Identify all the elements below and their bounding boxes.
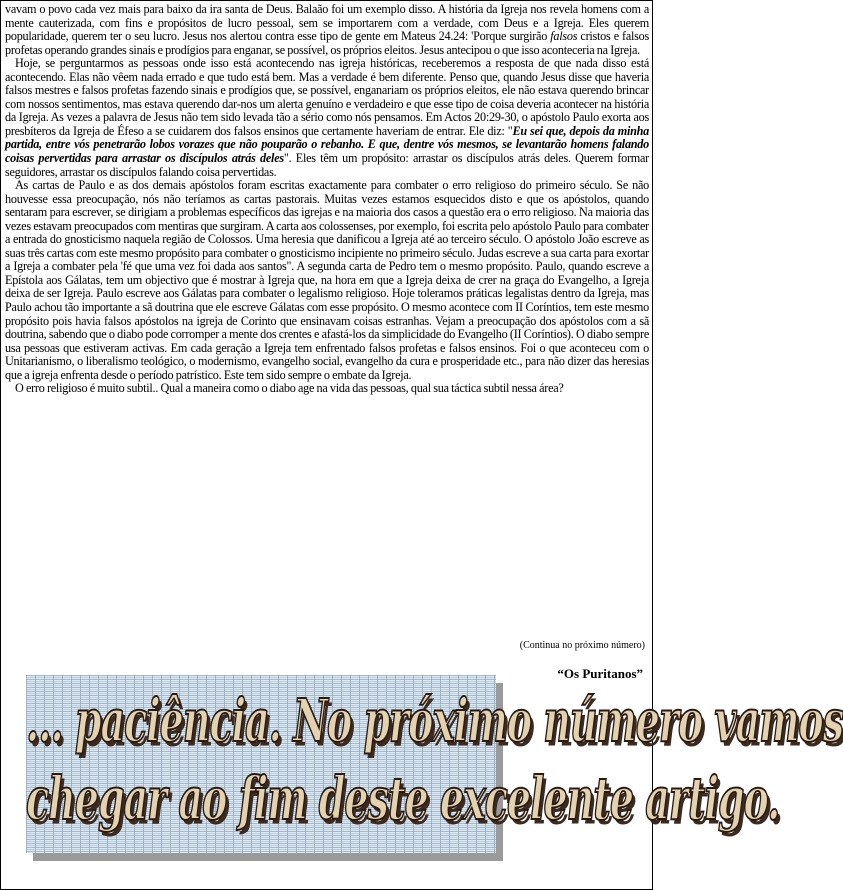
article-body xyxy=(5,3,649,396)
closing-banner xyxy=(26,675,843,853)
paragraph-2-end: ". Eles têm um propósito: arrastar os discípulos atrás deles. Querem formar seguidores, arrastar os discípulos falando coisa pervertidas. xyxy=(5,151,649,179)
italic-word-falsos: falsos xyxy=(550,29,578,44)
paragraph-2-text: Hoje, se perguntarmos as pessoas onde isso está acontecendo nas igreja históricas, receberemos a resposta de que nada disso está acontecendo. Elas não vêem nada errado e que tudo está bem. Mas a verdade é bem diferente. Penso que, quando Jesus disse que haveria falsos mestres e falsos profetas fazendo sinais e prodígios que, se possível, enganariam os próprios eleitos, ele não estava querendo brincar com nossos sentimentos, mas estava querendo dar-nos um alerta genuíno e verdadeiro e que esse tipo de coisa deveria acontecer na história da Igreja. As vezes a palavra de Jesus não tem sido levada tão a sério como nós pensamos. Em Actos 20:29-30, o apóstolo Paulo exorta aos presbíteros da Igreja de Éfeso a se cuidarem dos falsos ensinos que certamente haveriam de entrar. Ele diz: " xyxy=(5,56,649,138)
continued-note: (Continua no próximo número) xyxy=(519,640,645,651)
paragraph-2 xyxy=(5,57,649,179)
paragraph-1-text: vavam o povo cada vez mais para baixo da ira santa de Deus. Balaão foi um exemplo disso. A história da Igreja nos revela homens com a mente cauterizada, com fins e propósitos de lucro pessoal, sem se importarem com a verdade, com Deus e a Igreja. Eles querem popularidade, querem ter o seu lucro. Jesus nos alertou contra esse tipo de gente em Mateus 24.24: 'Porque surgirão xyxy=(5,2,649,44)
paragraph-4: O erro religioso é muito subtil.. Qual a maneira como o diabo age na vida das pessoas, qual sua táctica subtil nessa área? xyxy=(15,381,564,396)
scripture-quote: Eu sei que, depois da minha partida, entre vós penetrarão lobos vorazes que não pouparão o rebanho. E que, dentre vós mesmos, se levantarão homens falando coisas pervertidas para arrastar os discípulos atrás deles xyxy=(5,123,649,166)
paragraph-3: As cartas de Paulo e as dos demais apóstolos foram escritas exactamente para combater o erro religioso do primeiro século. Se não houvesse essa preocupação, nós não teríamos as cartas pastorais. Muitas vezes estamos esquecidos disto e que os apóstolos, quando sentaram para escrever, se dirigiam a problemas específicos das igrejas e na maioria dos casos a questão era o erro religioso. Na maioria das vezes estavam preocupados com mentiras que surgiram. A carta aos colossenses, por exemplo, foi escrita pelo apóstolo Paulo para combater a entrada do gnosticismo naquela região de Colossos. Uma heresia que danificou a Igreja até ao terceiro século. O apóstolo João escreve as suas três cartas com este mesmo propósito para combater o gnosticismo incipiente no primeiro século. Judas escreve a sua carta para exortar a Igreja a combater pela 'fé que uma vez foi dada aos santos". A segunda carta de Pedro tem o mesmo propósito. Paulo, quando escreve a Epístola aos Gálatas, tem um objectivo que é mostrar à Igreja que, na hora em que a Igreja deixa de crer na graça do Evangelho, a Igreja deixa de ser Igreja. Paulo escreve aos Gálatas para combater o legalismo religioso. Hoje toleramos práticas legalistas dentro da Igreja, mas Paulo achou tão importante a sã doutrina que ele escreve Gálatas com esse propósito. O mesmo acontece com II Coríntios, tem este mesmo propósito pois havia falsos apóstolos na igreja de Corinto que ensinavam coisas estranhas. Vejam a preocupação dos apóstolos com a sã doutrina, sabendo que o diabo pode corromper a mente dos crentes e afastá-los da simplicidade do Evangelho (II Coríntios). O diabo sempre usa pessoas que estiveram activas. Em cada geração a Igreja tem enfrentado falsos profetas e falsos ensinos. Foi o que aconteceu com o Unitarianismo, o liberalismo teológico, o modernismo, evangelho social, evangelho da cura e prosperidade etc., para não dizer das heresias que a igreja enfrenta desde o período patrístico. Este tem sido sempre o embate da Igreja. xyxy=(5,178,649,382)
paragraph-1-end: cristos e falsos profetas operando grandes sinais e prodígios para enganar, se possível, os próprios eleitos. Jesus antecipou o que isso aconteceria na Igreja. xyxy=(5,29,649,57)
author-signature: “Os Puritanos” xyxy=(557,666,643,681)
banner-line-1: ... paciência. No próximo número vamos xyxy=(26,685,843,755)
banner-line-2: chegar ao fim deste excelente artigo. xyxy=(26,763,780,833)
paragraph-1 xyxy=(5,3,649,57)
